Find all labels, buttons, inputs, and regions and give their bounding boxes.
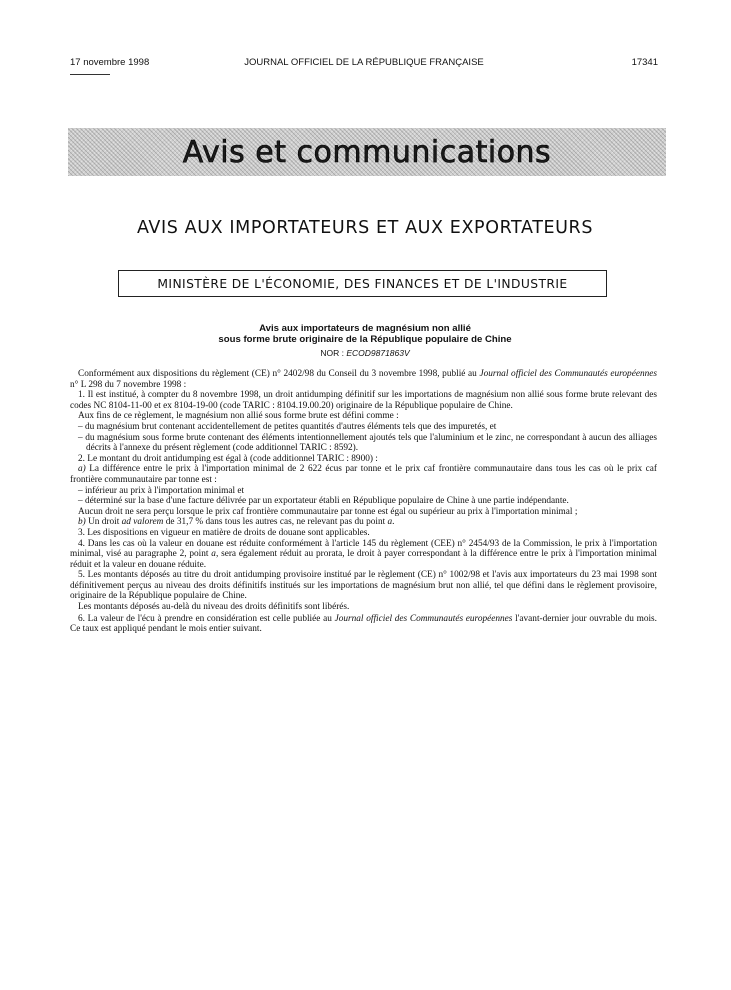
paragraph-2: 2. Le montant du droit antidumping est égal à (code additionnel TARIC : 8900) : — [78, 453, 378, 464]
paragraph-6 — [70, 614, 657, 635]
section-banner — [68, 128, 666, 176]
paragraph-preamble — [70, 369, 657, 390]
ministry-box — [118, 270, 607, 297]
ad-valorem-term: ad valorem — [121, 517, 164, 528]
point-a-text: La différence entre le prix à l'importation minimal de 2 622 écus par tonne et le prix caf frontière communautaire dans tous les cas où le prix caf frontière communautaire par tonne est : — [70, 464, 657, 485]
preamble-text: Conformément aux dispositions du règlement (CE) n° 2402/98 du Conseil du 3 novembre 1998, publié au — [78, 369, 480, 379]
header-page-number: 17341 — [631, 57, 658, 68]
paragraph-4-point: a — [211, 549, 216, 560]
journal-reference: Journal officiel des Communautés européennes — [479, 369, 658, 379]
ministry-label: MINISTÈRE DE L'ÉCONOMIE, DES FINANCES ET DE L'INDUSTRIE — [157, 276, 568, 291]
notice-body — [70, 369, 657, 635]
paragraph-1: 1. Il est institué, à compter du 8 novembre 1998, un droit antidumping définitif sur les importations de magnésium non allié sous forme brute relevant des codes NC 8104-11-00 et ex 8104-19-00 (code TARIC : 8104.19.00.20) originaire de la République populaire de Chine. — [70, 390, 657, 411]
point-a-marker: a) — [78, 464, 86, 475]
paragraph-6-text: 6. La valeur de l'écu à prendre en considération est celle publiée au — [78, 613, 335, 624]
section-heading: AVIS AUX IMPORTATEURS ET AUX EXPORTATEURS — [136, 218, 594, 238]
notice-title — [70, 323, 660, 345]
paragraph-2a — [70, 464, 657, 485]
nor-reference — [70, 348, 660, 358]
point-b-end: . — [392, 517, 395, 528]
point-a-note: Aucun droit ne sera perçu lorsque le prix caf frontière communautaire par tonne est égal ou supérieur au prix à l'importation minimal ; — [78, 506, 578, 517]
journal-reference-2: Journal officiel des Communautés européennes — [334, 613, 513, 624]
paragraph-4-text: 4. Dans les cas où la valeur en douane est réduite conformément à l'article 145 du règlement (CEE) n° 2454/93 de la Commission, le prix à l'importation minimal, visé au paragraphe 2, point — [70, 538, 657, 560]
notice-title-line-2: sous forme brute originaire de la République populaire de Chine — [218, 334, 512, 345]
paragraph-4 — [70, 539, 657, 571]
paragraph-5-note: Les montants déposés au-delà du niveau des droits définitifs sont libérés. — [78, 602, 350, 613]
paragraph-definition: Aux fins de ce règlement, le magnésium non allié sous forme brute est défini comme : — [78, 411, 399, 422]
notice-title-line-1: Avis aux importateurs de magnésium non allié — [259, 323, 471, 334]
header-date: 17 novembre 1998 — [70, 57, 150, 68]
point-b-text-2: de 31,7 % dans tous les autres cas, ne relevant pas du point — [163, 517, 388, 528]
running-header — [70, 57, 658, 71]
paragraph-4-text-end: , sera également réduit au prorata, le droit à payer correspondant à la différence entre le prix à l'importation minimal réduit et la valeur en douane réduite. — [70, 549, 657, 570]
paragraph-3: 3. Les dispositions en vigueur en matière de droits de douane sont applicables. — [78, 527, 370, 538]
point-b-marker: b) — [78, 517, 86, 528]
point-b-reference: a — [387, 517, 393, 528]
paragraph-6-text-end: l'avant-dernier jour ouvrable du mois. Ce taux est appliqué pendant le mois entier suivant. — [70, 613, 657, 635]
nor-code: ECOD9871863V — [346, 348, 410, 358]
banner-title: Avis et communications — [182, 134, 552, 170]
nor-label: NOR : — [320, 348, 344, 358]
point-b-text: Un droit — [85, 517, 122, 528]
preamble-text-end: n° L 298 du 7 novembre 1998 : — [70, 379, 187, 390]
point-a-item-2: – déterminé sur la base d'une facture délivrée par un exportateur établi en République populaire de Chine à une partie indépendante. — [78, 496, 569, 507]
header-rule — [70, 74, 110, 75]
point-a-item-1: – inférieur au prix à l'importation minimal et — [78, 485, 245, 496]
paragraph-2b — [70, 517, 657, 528]
header-journal-title: JOURNAL OFFICIEL DE LA RÉPUBLIQUE FRANÇAISE — [244, 57, 484, 68]
definition-item-1: – du magnésium brut contenant accidentellement de petites quantités d'autres éléments tels que des impuretés, et — [78, 421, 497, 432]
paragraph-5: 5. Les montants déposés au titre du droit antidumping provisoire institué par le règlement (CE) n° 1002/98 et l'avis aux importateurs du 23 mai 1998 sont définitivement perçus au niveau des droits définitifs institués sur les importations de magnésium brut non allié, tel que défini dans le règlement provisoire, originaire de la République populaire de Chine. — [70, 570, 657, 602]
definition-item-2: – du magnésium sous forme brute contenant des éléments intentionnellement ajoutés tels que l'aluminium et le zinc, ne correspondant à aucun des alliages décrits à l'annexe du présent règlement (code additionnel TARIC : 8592). — [78, 432, 657, 454]
